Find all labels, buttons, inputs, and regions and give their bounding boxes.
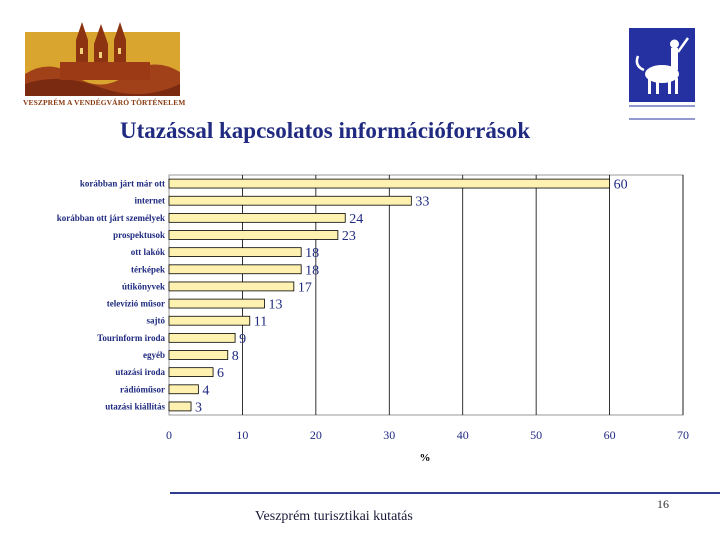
category-label: korábban ott járt személyek	[56, 212, 165, 223]
bar	[169, 179, 610, 188]
bar	[169, 299, 264, 308]
category-label: utazási iroda	[115, 367, 165, 378]
bar	[169, 282, 294, 291]
category-label: térképek	[131, 264, 165, 275]
x-tick-labels	[166, 428, 689, 442]
x-tick-label: 20	[309, 428, 322, 442]
bar	[169, 213, 345, 222]
value-label: 24	[349, 211, 364, 227]
bar	[169, 316, 250, 325]
value-label: 60	[613, 177, 628, 193]
category-label: televízió műsor	[106, 298, 165, 309]
x-tick-label: 70	[677, 428, 689, 442]
category-label: egyéb	[143, 350, 165, 360]
x-tick-label: 60	[603, 428, 616, 442]
value-label: 9	[239, 331, 247, 347]
value-label: 11	[253, 314, 268, 330]
bar	[169, 402, 191, 411]
x-tick-label: 10	[236, 428, 249, 442]
value-label: 18	[305, 263, 320, 279]
bar	[169, 351, 228, 360]
category-labels	[57, 179, 166, 412]
category-label: prospektusok	[113, 230, 165, 240]
category-label: Tourinform iroda	[97, 332, 165, 343]
x-tick-label: 50	[530, 428, 543, 442]
plot-area	[169, 175, 683, 415]
logo-caption: VESZPRÉM A VENDÉGVÁRÓ TÖRTÉNELEM	[23, 98, 186, 107]
page-title: Utazással kapcsolatos információforrások	[120, 118, 531, 143]
value-label: 4	[202, 383, 210, 399]
value-label: 6	[217, 366, 225, 382]
value-label: 17	[297, 280, 312, 296]
bar	[169, 333, 235, 342]
bar	[169, 248, 301, 257]
x-tick-label: 30	[383, 428, 396, 442]
category-label: útikönyvek	[121, 281, 165, 292]
bar	[169, 368, 213, 377]
value-label: 23	[341, 229, 356, 244]
bar	[169, 265, 301, 274]
footer-divider	[170, 492, 720, 494]
category-label: rádióműsor	[120, 384, 165, 395]
x-tick-label: 0	[166, 428, 172, 442]
x-axis-label: %	[419, 452, 431, 464]
bar	[169, 231, 338, 240]
footer-text: Veszprém turisztikai kutatás	[255, 509, 413, 524]
category-label: utazási kiállítás	[105, 401, 165, 412]
value-label: 33	[415, 194, 430, 210]
bar	[169, 196, 411, 205]
page-number: 16	[657, 497, 669, 511]
bar	[169, 385, 198, 394]
plot-frame	[169, 175, 683, 415]
value-label: 3	[195, 400, 203, 416]
category-label: ott lakók	[130, 247, 165, 258]
category-label: internet	[134, 195, 165, 206]
category-label: korábban járt már ott	[79, 178, 165, 189]
value-label: 13	[268, 297, 283, 313]
category-label: sajtó	[146, 315, 165, 326]
value-label: 18	[305, 246, 320, 262]
x-tick-label: 40	[456, 428, 469, 442]
value-label: 8	[231, 349, 239, 364]
